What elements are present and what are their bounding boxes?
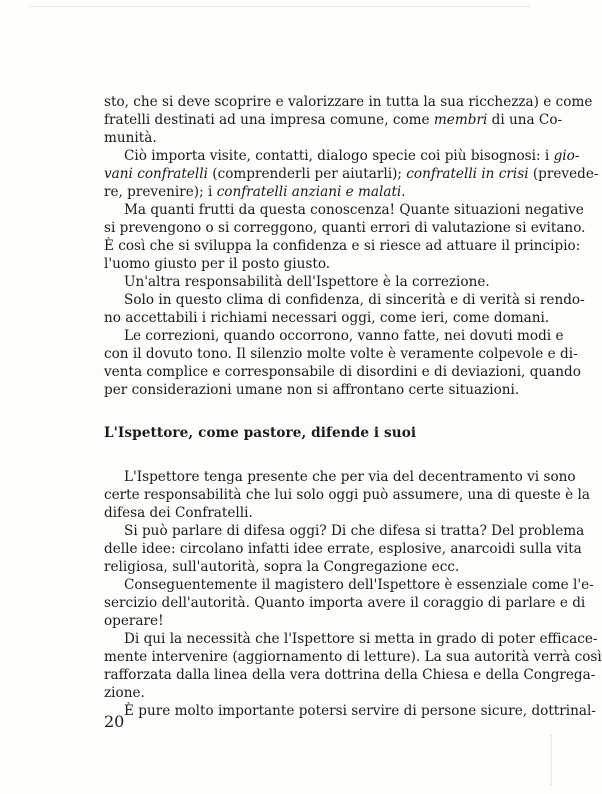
text-line: operare! — [104, 613, 164, 629]
text-line-with-emphasis: vani confratelli (comprenderli per aiutarli); confratelli in crisi (prevede- — [104, 166, 599, 182]
text-line: Ma quanti frutti da questa conoscenza! Quante situazioni negative — [124, 202, 584, 218]
text-line: sercizio dell'autorità. Quanto importa avere il coraggio di parlare e di — [104, 595, 586, 611]
text-line: Conseguentemente il magistero dell'Ispettore è essenziale come l'e- — [124, 577, 594, 593]
page-number: 20 — [104, 712, 125, 731]
text-line: rafforzata dalla linea della vera dottrina della Chiesa e della Congrega- — [104, 667, 596, 683]
emphasis-membri: membri — [433, 112, 488, 128]
text-line: Di qui la necessità che l'Ispettore si metta in grado di poter efficace- — [124, 631, 598, 647]
text-line: per considerazioni umane non si affrontano certe situazioni. — [104, 382, 520, 398]
text-line: Si può parlare di difesa oggi? Di che difesa si tratta? Del problema — [124, 523, 585, 539]
section-heading: L'Ispettore, come pastore, difende i suoi — [104, 425, 417, 441]
text-line: sto, che si deve scoprire e valorizzare in tutta la sua ricchezza) e come — [104, 94, 593, 110]
text-line: difesa dei Confratelli. — [104, 505, 253, 521]
text-line: munità. — [104, 130, 157, 146]
text-line-with-emphasis — [104, 111, 563, 129]
text-line: delle idee: circolano infatti idee errate, esplosive, anarcoidi sulla vita — [104, 541, 582, 557]
text-line: mente intervenire (aggiornamento di letture). La sua autorità verrà così — [104, 649, 602, 665]
text-line: certe responsabilità che lui solo oggi può assumere, una di queste è la — [104, 487, 590, 503]
text-line: zione. — [104, 685, 145, 701]
text-line: con il dovuto tono. Il silenzio molte volte è veramente colpevole e di- — [104, 346, 578, 362]
text-line: È pure molto importante potersi servire di persone sicure, dottrinal- — [124, 703, 596, 719]
text-run: di una Co- — [491, 112, 563, 128]
text-line: no accettabili i richiami necessari oggi, come ieri, come domani. — [104, 310, 550, 326]
text-line-with-emphasis: Ciò importa visite, contatti, dialogo specie coi più bisognosi: i gio- — [124, 148, 580, 164]
scan-edge-right — [551, 735, 553, 785]
text-line: Un'altra responsabilità dell'Ispettore è la correzione. — [124, 274, 490, 290]
scan-edge-top — [30, 6, 529, 8]
text-line: si prevengono o si correggono, quanti errori di valutazione si evitano. — [104, 220, 586, 236]
text-line: religiosa, sull'autorità, sopra la Congregazione ecc. — [104, 559, 460, 575]
text-line: Le correzioni, quando occorrono, vanno fatte, nei dovuti modi e — [124, 328, 564, 344]
text-run: fratelli destinati ad una impresa comune, come — [104, 112, 430, 128]
text-line-with-emphasis: re, prevenire); i confratelli anziani e malati. — [104, 184, 406, 200]
text-line: venta complice e corresponsabile di disordini e di deviazioni, quando — [104, 364, 581, 380]
text-line: Solo in questo clima di confidenza, di sincerità e di verità si rendo- — [124, 292, 585, 308]
text-line: l'uomo giusto per il posto giusto. — [104, 256, 331, 272]
text-line: È così che si sviluppa la confidenza e si riesce ad attuare il principio: — [104, 238, 581, 254]
text-line: L'Ispettore tenga presente che per via del decentramento vi sono — [124, 469, 576, 485]
